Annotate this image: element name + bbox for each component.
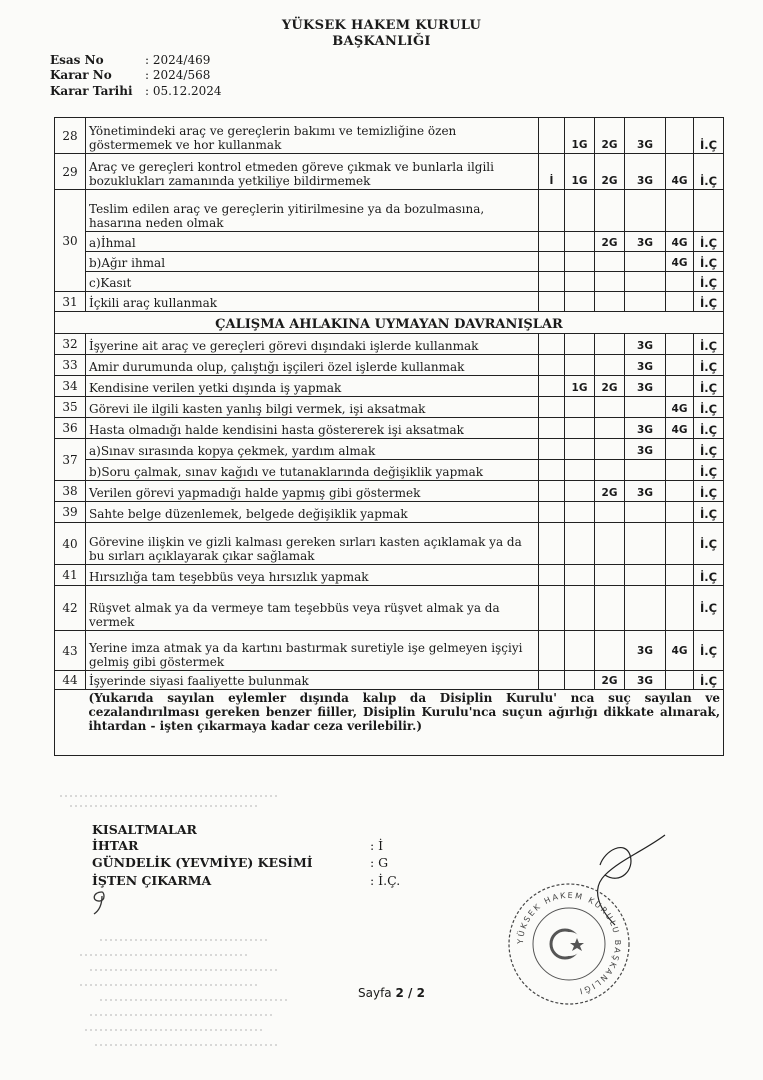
row-text: b)Ağır ihmal <box>86 252 539 272</box>
table-row <box>55 460 724 481</box>
penalty-cell: İ.Ç <box>694 565 724 586</box>
penalty-cell: İ.Ç <box>694 397 724 418</box>
table-row <box>55 631 724 671</box>
penalty-cell: 3G <box>625 631 666 671</box>
table-row <box>55 481 724 502</box>
abbr-value: : İ <box>370 838 384 853</box>
header-title: YÜKSEK HAKEM KURULU <box>281 18 482 33</box>
abbr-label: GÜNDELİK (YEVMİYE) KESİMİ <box>92 855 313 870</box>
penalty-cell: 2G <box>595 376 625 397</box>
row-text: Teslim edilen araç ve gereçlerin yitirilmesine ya da bozulmasına, hasarına neden olmak <box>86 190 539 232</box>
row-text: Sahte belge düzenlemek, belgede değişiklik yapmak <box>86 502 539 523</box>
row-text: Görevi ile ilgili kasten yanlış bilgi vermek, işi aksatmak <box>86 397 539 418</box>
penalty-cell: 1G <box>565 154 595 190</box>
row-number: 43 <box>55 631 86 671</box>
table-row <box>55 334 724 355</box>
page-label: Sayfa <box>358 986 392 1000</box>
penalty-cell: İ.Ç <box>694 418 724 439</box>
table-row <box>55 118 724 154</box>
table-row <box>55 154 724 190</box>
meta-value: : 2024/469 <box>145 53 211 67</box>
penalty-cell: İ.Ç <box>694 439 724 460</box>
meta-label: Karar Tarihi <box>50 84 133 98</box>
penalty-cell: 1G <box>565 118 595 154</box>
abbr-label: İŞTEN ÇIKARMA <box>92 873 212 888</box>
row-text: İçkili araç kullanmak <box>86 292 539 312</box>
row-number: 37 <box>55 439 86 481</box>
row-number: 30 <box>55 190 86 292</box>
table-row <box>55 292 724 312</box>
penalty-cell: 4G <box>666 418 694 439</box>
table-row <box>55 252 724 272</box>
row-number: 28 <box>55 118 86 154</box>
penalty-cell: 3G <box>625 118 666 154</box>
penalty-cell: İ.Ç <box>694 376 724 397</box>
row-number: 32 <box>55 334 86 355</box>
row-text: İşyerine ait araç ve gereçleri görevi dışındaki işlerde kullanmak <box>86 334 539 355</box>
row-text: Araç ve gereçleri kontrol etmeden göreve çıkmak ve bunlarla ilgili bozuklukları zamanında yetkiliye bildirmemek <box>86 154 539 190</box>
penalty-cell: 3G <box>625 376 666 397</box>
meta-karar <box>50 68 210 82</box>
page-indicator <box>358 986 425 1000</box>
row-number: 42 <box>55 586 86 631</box>
official-seal <box>505 880 633 1008</box>
penalty-cell: 3G <box>625 154 666 190</box>
table-row <box>55 565 724 586</box>
row-text: c)Kasıt <box>86 272 539 292</box>
row-text: Rüşvet almak ya da vermeye tam teşebbüs veya rüşvet almak ya da vermek <box>86 586 539 631</box>
penalty-cell: İ.Ç <box>694 502 724 523</box>
table-row <box>55 418 724 439</box>
row-text: Yönetimindeki araç ve gereçlerin bakımı ve temizliğine özen göstermemek ve hor kullanmak <box>86 118 539 154</box>
penalty-cell: İ.Ç <box>694 355 724 376</box>
handwritten-mark <box>88 888 110 918</box>
penalty-cell: İ.Ç <box>694 154 724 190</box>
table-row <box>55 355 724 376</box>
section-row <box>55 312 724 334</box>
meta-value: : 05.12.2024 <box>145 84 222 98</box>
meta-value: : 2024/568 <box>145 68 211 82</box>
penalty-cell: İ.Ç <box>694 334 724 355</box>
table-row <box>55 502 724 523</box>
penalty-cell: 4G <box>666 252 694 272</box>
penalty-cell: İ.Ç <box>694 671 724 690</box>
abbr-label: İHTAR <box>92 838 139 853</box>
section-title: ÇALIŞMA AHLAKINA UYMAYAN DAVRANIŞLAR <box>55 312 724 334</box>
penalty-cell: 2G <box>595 154 625 190</box>
row-text: Kendisine verilen yetki dışında iş yapmak <box>86 376 539 397</box>
meta-label: Esas No <box>50 53 104 67</box>
abbr-value: : İ.Ç. <box>370 873 401 888</box>
penalty-cell: 4G <box>666 631 694 671</box>
penalty-cell: 3G <box>625 671 666 690</box>
penalty-cell: 4G <box>666 397 694 418</box>
row-number: 29 <box>55 154 86 190</box>
penalty-cell: İ.Ç <box>694 523 724 565</box>
penalty-cell: 2G <box>595 118 625 154</box>
row-text: Verilen görevi yapmadığı halde yapmış gibi göstermek <box>86 481 539 502</box>
penalty-cell: İ.Ç <box>694 272 724 292</box>
penalty-cell: 3G <box>625 232 666 252</box>
penalty-cell: 4G <box>666 154 694 190</box>
abbr-value: : G <box>370 855 389 870</box>
row-number: 39 <box>55 502 86 523</box>
table-row <box>55 439 724 460</box>
penalty-cell: İ.Ç <box>694 252 724 272</box>
row-number: 35 <box>55 397 86 418</box>
penalty-cell: 2G <box>595 671 625 690</box>
row-text: Amir durumunda olup, çalıştığı işçileri özel işlerde kullanmak <box>86 355 539 376</box>
penalty-cell: İ <box>539 154 565 190</box>
penalty-cell: İ.Ç <box>694 232 724 252</box>
row-number: 38 <box>55 481 86 502</box>
table-row <box>55 190 724 232</box>
row-number: 31 <box>55 292 86 312</box>
row-number: 41 <box>55 565 86 586</box>
row-number: 34 <box>55 376 86 397</box>
penalty-cell: 3G <box>625 334 666 355</box>
penalty-cell: İ.Ç <box>694 481 724 502</box>
row-text: Hasta olmadığı halde kendisini hasta göstererek işi aksatmak <box>86 418 539 439</box>
penalty-cell: İ.Ç <box>694 586 724 631</box>
table-row <box>55 523 724 565</box>
table-row <box>55 272 724 292</box>
penalty-cell: 3G <box>625 418 666 439</box>
penalty-cell: 3G <box>625 355 666 376</box>
row-text: İşyerinde siyasi faaliyette bulunmak <box>86 671 539 690</box>
row-text: b)Soru çalmak, sınav kağıdı ve tutanaklarında değişiklik yapmak <box>86 460 539 481</box>
row-number: 40 <box>55 523 86 565</box>
meta-karar-tarihi <box>50 84 222 98</box>
table-row <box>55 586 724 631</box>
meta-esas <box>50 53 210 67</box>
row-number: 33 <box>55 355 86 376</box>
table-row <box>55 232 724 252</box>
penalty-cell: İ.Ç <box>694 631 724 671</box>
penalty-cell: 3G <box>625 481 666 502</box>
table-row <box>55 671 724 690</box>
row-text: Yerine imza atmak ya da kartını bastırmak suretiyle işe gelmeyen işçiyi gelmiş gibi göstermek <box>86 631 539 671</box>
table-row <box>55 397 724 418</box>
row-text: a)İhmal <box>86 232 539 252</box>
seal-text: YÜKSEK HAKEM KURULU BAŞKANLIĞI <box>515 890 623 997</box>
penalty-cell: 2G <box>595 481 625 502</box>
row-text: Görevine ilişkin ve gizli kalması gereken sırları kasten açıklamak ya da bu sırları açıklayarak çıkar sağlamak <box>86 523 539 565</box>
discipline-table <box>54 117 724 756</box>
penalty-cell: İ.Ç <box>694 460 724 481</box>
penalty-cell: 4G <box>666 232 694 252</box>
row-text: a)Sınav sırasında kopya çekmek, yardım almak <box>86 439 539 460</box>
row-number: 36 <box>55 418 86 439</box>
penalty-cell: İ.Ç <box>694 118 724 154</box>
note-text: (Yukarıda sayılan eylemler dışında kalıp da Disiplin Kurulu' nca suç sayılan ve cezalandırılması gereken benzer fiiller, Disiplin Kurulu'nca suçun ağırlığı dikkate alınarak, ihtardan - işten çıkarmaya kadar ceza verilebilir.) <box>86 690 724 756</box>
penalty-cell: 2G <box>595 232 625 252</box>
penalty-cell: 3G <box>625 439 666 460</box>
penalty-cell: İ.Ç <box>694 292 724 312</box>
header-subtitle: BAŞKANLIĞI <box>332 34 431 49</box>
meta-label: Karar No <box>50 68 112 82</box>
penalty-cell: 1G <box>565 376 595 397</box>
row-text: Hırsızlığa tam teşebbüs veya hırsızlık yapmak <box>86 565 539 586</box>
note-row <box>55 690 724 756</box>
page-number: 2 / 2 <box>395 986 425 1000</box>
abbreviations-title: KISALTMALAR <box>92 822 197 837</box>
table-row <box>55 376 724 397</box>
row-number: 44 <box>55 671 86 690</box>
